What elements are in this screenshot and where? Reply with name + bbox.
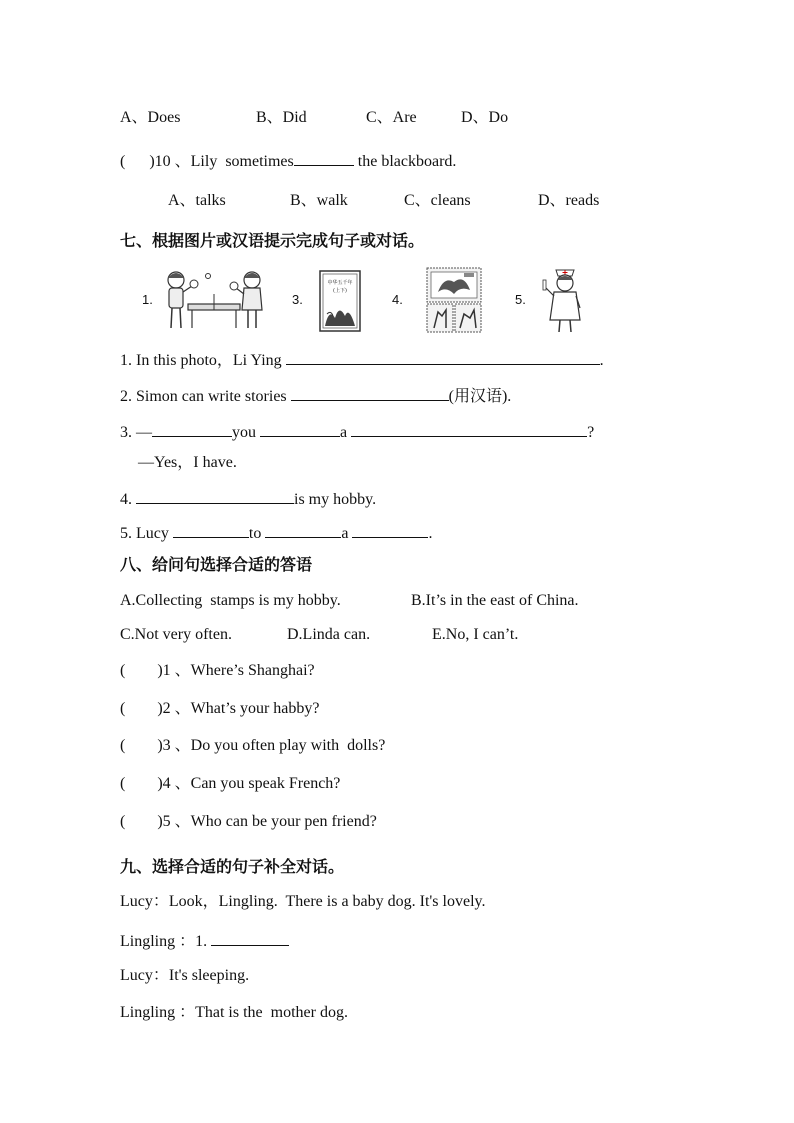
s7-sentence-4: [120, 487, 376, 510]
s7-sentence-4-blank[interactable]: [136, 487, 294, 504]
s7-sentence-3-blank-1[interactable]: [152, 420, 232, 437]
s7-sentence-5-word-2: a: [341, 525, 349, 542]
s8-option-e: E.No, I can’t.: [432, 626, 519, 643]
q10-suffix: the blackboard.: [357, 153, 457, 170]
pic-number-5: 5.: [515, 292, 526, 307]
q10-option-c: C、cleans: [404, 192, 471, 209]
table-tennis-picture: [162, 266, 266, 334]
q10-option-a: A、talks: [168, 192, 226, 209]
s7-sentence-3-dash: 3. —: [120, 424, 152, 441]
s7-sentence-5-blank-1[interactable]: [173, 521, 249, 538]
s7-sentence-4-suffix: is my hobby.: [294, 491, 377, 508]
s7-sentence-4-prefix: 4.: [120, 491, 132, 508]
nurse-picture: [540, 264, 590, 336]
book-cover-picture: [319, 270, 361, 332]
s8-question-2: ( )2 、What’s your habby?: [120, 700, 320, 717]
s9-line-2-text: Lingling ：1.: [120, 933, 208, 950]
s7-sentence-2: [120, 384, 511, 407]
section8-title: 八、给问句选择合适的答语: [120, 555, 313, 574]
svg-text:中华五千年: 中华五千年: [327, 280, 353, 286]
s7-sentence-5-blank-3[interactable]: [352, 521, 428, 538]
q10-blank[interactable]: [294, 149, 354, 166]
section9-title: 九、选择合适的句子补全对话。: [120, 857, 345, 876]
pic-number-1: 1.: [142, 292, 153, 307]
q9-option-d: D、Do: [461, 109, 509, 126]
stamps-picture: [424, 266, 484, 334]
s7-sentence-5-blank-2[interactable]: [265, 521, 341, 538]
s9-line-3: Lucy：It's sleeping.: [120, 967, 250, 984]
q10-prefix: ( )10 、Lily sometimes: [120, 153, 294, 170]
s9-line-2-blank[interactable]: [211, 929, 289, 946]
section7-title: 七、根据图片或汉语提示完成句子或对话。: [120, 231, 425, 250]
s7-sentence-2-blank[interactable]: [291, 384, 449, 401]
q9-option-a: A、Does: [120, 109, 181, 126]
s7-sentence-1-blank[interactable]: [286, 348, 600, 365]
s8-option-d: D.Linda can.: [287, 626, 371, 643]
s8-question-4: ( )4 、Can you speak French?: [120, 775, 341, 792]
s9-line-4: Lingling ：That is the mother dog.: [120, 1004, 348, 1021]
s8-option-c: C.Not very often.: [120, 626, 232, 643]
s8-option-a: A.Collecting stamps is my hobby.: [120, 592, 341, 609]
s7-sentence-3-end: ?: [587, 424, 595, 441]
s8-option-b: B.It’s in the east of China.: [411, 592, 579, 609]
s7-sentence-2-prefix: 2. Simon can write stories: [120, 388, 287, 405]
s7-sentence-3-blank-2[interactable]: [260, 420, 340, 437]
s7-sentence-3-word-2: a: [340, 424, 348, 441]
s7-sentence-2-hint: (用汉语).: [448, 388, 512, 405]
s7-sentence-5-end: .: [428, 525, 433, 542]
s7-sentence-1-end: .: [599, 352, 604, 369]
s9-line-1: Lucy：Look，Lingling. There is a baby dog. It's lovely.: [120, 893, 486, 910]
s7-sentence-3-word-1: you: [232, 424, 256, 441]
pic-number-4: 4.: [392, 292, 403, 307]
s7-sentence-5-prefix: 5. Lucy: [120, 525, 169, 542]
q9-option-c: C、Are: [366, 109, 417, 126]
s8-question-1: ( )1 、Where’s Shanghai?: [120, 662, 315, 679]
s8-question-5: ( )5 、Who can be your pen friend?: [120, 813, 377, 830]
q10-option-b: B、walk: [290, 192, 348, 209]
s9-line-2: [120, 929, 289, 952]
s8-question-3: ( )3 、Do you often play with dolls?: [120, 737, 386, 754]
pic-number-3: 3.: [292, 292, 303, 307]
s7-sentence-1-prefix: 1. In this photo，Li Ying: [120, 352, 282, 369]
q10-option-d: D、reads: [538, 192, 600, 209]
q9-option-b: B、Did: [256, 109, 307, 126]
q10-stem: [120, 149, 456, 172]
s7-sentence-5: [120, 521, 432, 544]
s7-sentence-3-blank-3[interactable]: [351, 420, 587, 437]
s7-sentence-3-reply: —Yes，I have.: [138, 454, 237, 471]
s7-sentence-5-word-1: to: [248, 525, 262, 542]
s7-sentence-3: [120, 420, 594, 443]
s7-sentence-1: [120, 348, 604, 371]
svg-text:(上下): (上下): [333, 288, 347, 294]
